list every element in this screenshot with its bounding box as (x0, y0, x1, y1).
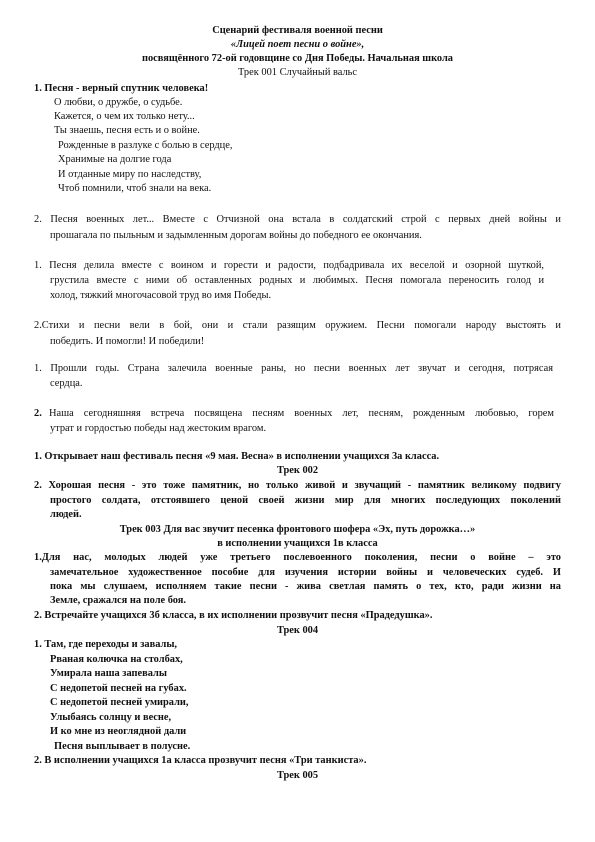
tanks-song-line: 2. В исполнении учащихся 1а класса прозвучит песня «Три танкиста». (34, 755, 367, 766)
poem2-line-7: И ко мне из неоглядной дали (50, 726, 187, 737)
poem2-line-1: 1. Там, где переходы и завалы, (34, 639, 178, 650)
para3-line-2: грустила вместе с ними об оставленных родных и любимых. Песня помогала переносить голод и (50, 275, 544, 286)
poem1-line-5: Рожденные в разлуке с болью в сердце, (58, 140, 233, 151)
poem1-line-4: Ты знаешь, песня есть и о войне. (54, 125, 200, 136)
poem1-line-7: И отданные миру по наследству, (58, 169, 202, 180)
poem2-line-2: Рваная колючка на столбах, (50, 654, 183, 665)
good-song-line-3: людей. (50, 509, 82, 520)
para6-line-2: утрат и гордостью победы над жестоким врагом. (50, 423, 267, 434)
poem1-line-6: Хранимые на долгие года (58, 154, 172, 165)
track-003-heading: Трек 003 Для вас звучит песенка фронтового шофера «Эх, путь дорожка…» (119, 524, 476, 535)
young-people-line-4: Земле, сражался на поле боя. (50, 595, 187, 606)
para5-line-2: сердца. (50, 378, 83, 389)
poem2-line-3: Умирала наша запевалы (50, 668, 167, 679)
good-song-line-2: простого солдата, отстоявшего ценой своей жизни мир для многих последующих поколений (50, 495, 561, 506)
poem1-line-1: 1. Песня - верный спутник человека! (34, 83, 209, 94)
para5-line-1: 1. Прошли годы. Страна залечила военные раны, но песни военных лет звучат и сегодня, потрясая (34, 363, 553, 374)
festival-name: «Лицей поет песни о войне», (230, 39, 365, 50)
good-song-line-1: 2. Хорошая песня - это тоже памятник, но только живой и звучащий - памятник великому подвигу (34, 480, 561, 491)
poem1-line-3: Кажется, о чем их только нету... (54, 111, 195, 122)
track-003-performers: в исполнении учащихся 1в класса (217, 538, 378, 549)
poem1-line-8: Чтоб помнили, чтоб знали на века. (58, 183, 212, 194)
young-people-line-3: пока мы слушаем, исполняем такие песни - жива светлая память о тех, кто, ради жизни на (50, 581, 561, 592)
para6-line-1: Наша сегодняшняя встреча посвящена песням военных лет, песням, рожденным любовью, горем (49, 408, 554, 419)
para3-line-1: 1. Песня делила вместе с воином и горести и радости, подбадривала их веселой и озорной шуткой, (34, 260, 544, 271)
festival-opening: 1. Открывает наш фестиваль песня «9 мая. Весна» в исполнении учащихся 3а класса. (34, 451, 440, 462)
meet-3b-class: 2. Встречайте учащихся 3б класса, в их исполнении прозвучит песня «Прадедушка». (34, 610, 433, 621)
para3-line-3: холод, тяжкий многочасовой труд во имя Победы. (50, 290, 272, 301)
track-002-heading: Трек 002 (276, 465, 319, 476)
document-title: Сценарий фестиваля военной песни (212, 25, 383, 36)
poem2-line-8: Песня выплывает в полусне. (54, 741, 191, 752)
poem2-line-6: Улыбаясь солнцу и весне, (50, 712, 172, 723)
festival-dedication: посвящённого 72-ой годовщине со Дня Победы. Начальная школа (141, 53, 453, 64)
track-001-heading: Трек 001 Случайный вальс (237, 67, 357, 78)
para4-line-1: 2.Стихи и песни вели в бой, они и стали разящим оружием. Песни помогали народу выстоять и (34, 320, 561, 331)
poem2-line-5: С недопетой песней умирали, (50, 697, 189, 708)
para6-number: 2. (34, 408, 42, 419)
para2-line-2: прошагала по пыльным и задымленным дорогам войны до победного ее окончания. (50, 230, 422, 241)
poem1-line-2: О любви, о дружбе, о судьбе. (54, 97, 183, 108)
poem2-line-4: С недопетой песней на губах. (50, 683, 187, 694)
young-people-line-1: 1.Для нас, молодых людей уже третьего послевоенного поколения, песни о войне – это (34, 552, 561, 563)
para4-line-2: победить. И помогли! И победили! (50, 336, 205, 347)
young-people-line-2: замечательное художественное пособие для изучения истории войны и человеческих судеб. И (50, 567, 561, 578)
track-005-heading: Трек 005 (276, 770, 319, 781)
para2-line-1: 2. Песня военных лет... Вместе с Отчизной она встала в солдатский строй с первых дней войны и (34, 214, 561, 225)
track-004-heading: Трек 004 (276, 625, 319, 636)
